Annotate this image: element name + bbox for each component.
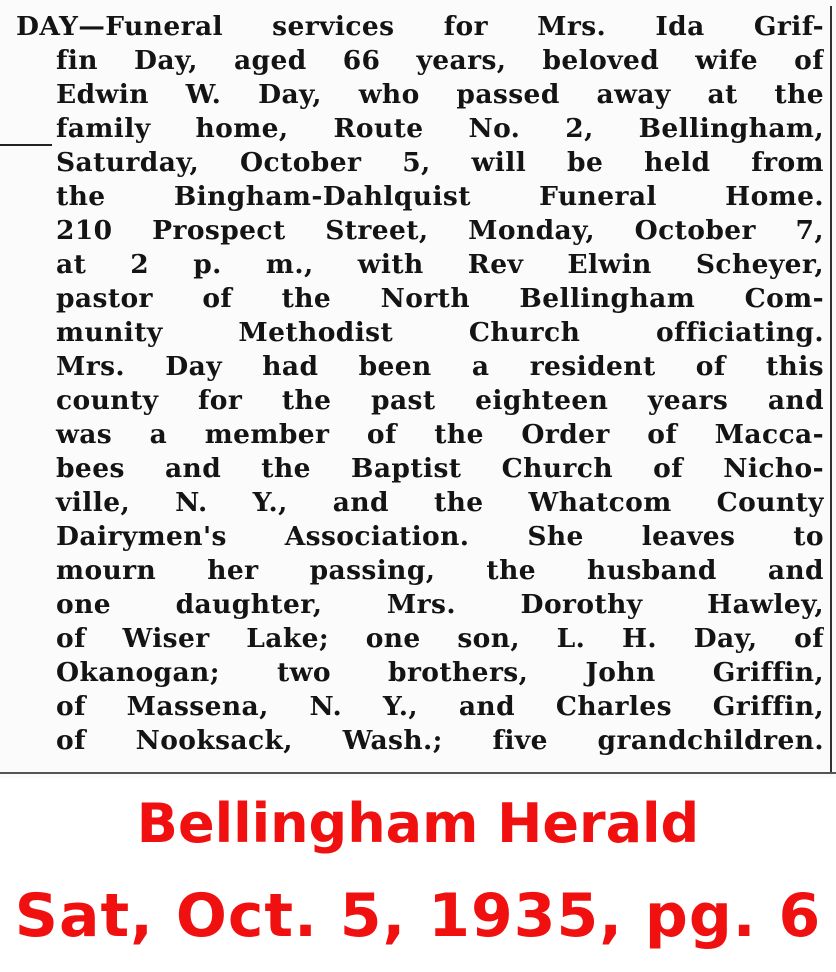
column-rule: [830, 6, 832, 772]
obituary-line: Dairymen's Association. She leaves to: [56, 521, 824, 552]
obituary-line: Saturday, October 5, will be held from: [56, 147, 824, 178]
obituary-line: the Bingham-Dahlquist Funeral Home.: [56, 181, 824, 212]
obituary-line: at 2 p. m., with Rev Elwin Scheyer,: [56, 249, 824, 280]
obituary-text: [8, 10, 824, 758]
obituary-line: ville, N. Y., and the Whatcom County: [56, 487, 824, 518]
obituary-line: county for the past eighteen years and: [56, 385, 824, 416]
obituary-line: of Wiser Lake; one son, L. H. Day, of: [56, 623, 824, 654]
obituary-line: 210 Prospect Street, Monday, October 7,: [56, 215, 824, 246]
obituary-line: DAY—Funeral services for Mrs. Ida Grif-: [16, 11, 824, 42]
obituary-line: of Massena, N. Y., and Charles Griffin,: [56, 691, 824, 722]
obituary-line: Mrs. Day had been a resident of this: [56, 351, 824, 382]
obituary-line: mourn her passing, the husband and: [56, 555, 824, 586]
obituary-line: family home, Route No. 2, Bellingham,: [56, 113, 824, 144]
obituary-line: Okanogan; two brothers, John Griffin,: [56, 657, 824, 688]
newspaper-name-caption: Bellingham Herald: [136, 792, 700, 855]
obituary-line: munity Methodist Church officiating.: [56, 317, 824, 348]
clipping-bottom-edge: [0, 772, 836, 774]
obituary-line: was a member of the Order of Macca-: [56, 419, 824, 450]
obituary-line: of Nooksack, Wash.; five grandchildren.: [56, 725, 824, 756]
obituary-line: fin Day, aged 66 years, beloved wife of: [56, 45, 824, 76]
date-page-caption: Sat, Oct. 5, 1935, pg. 6: [14, 881, 822, 951]
obituary-line: bees and the Baptist Church of Nicho-: [56, 453, 824, 484]
obituary-line: one daughter, Mrs. Dorothy Hawley,: [56, 589, 824, 620]
obituary-line: Edwin W. Day, who passed away at the: [56, 79, 824, 110]
obituary-line: pastor of the North Bellingham Com-: [56, 283, 824, 314]
